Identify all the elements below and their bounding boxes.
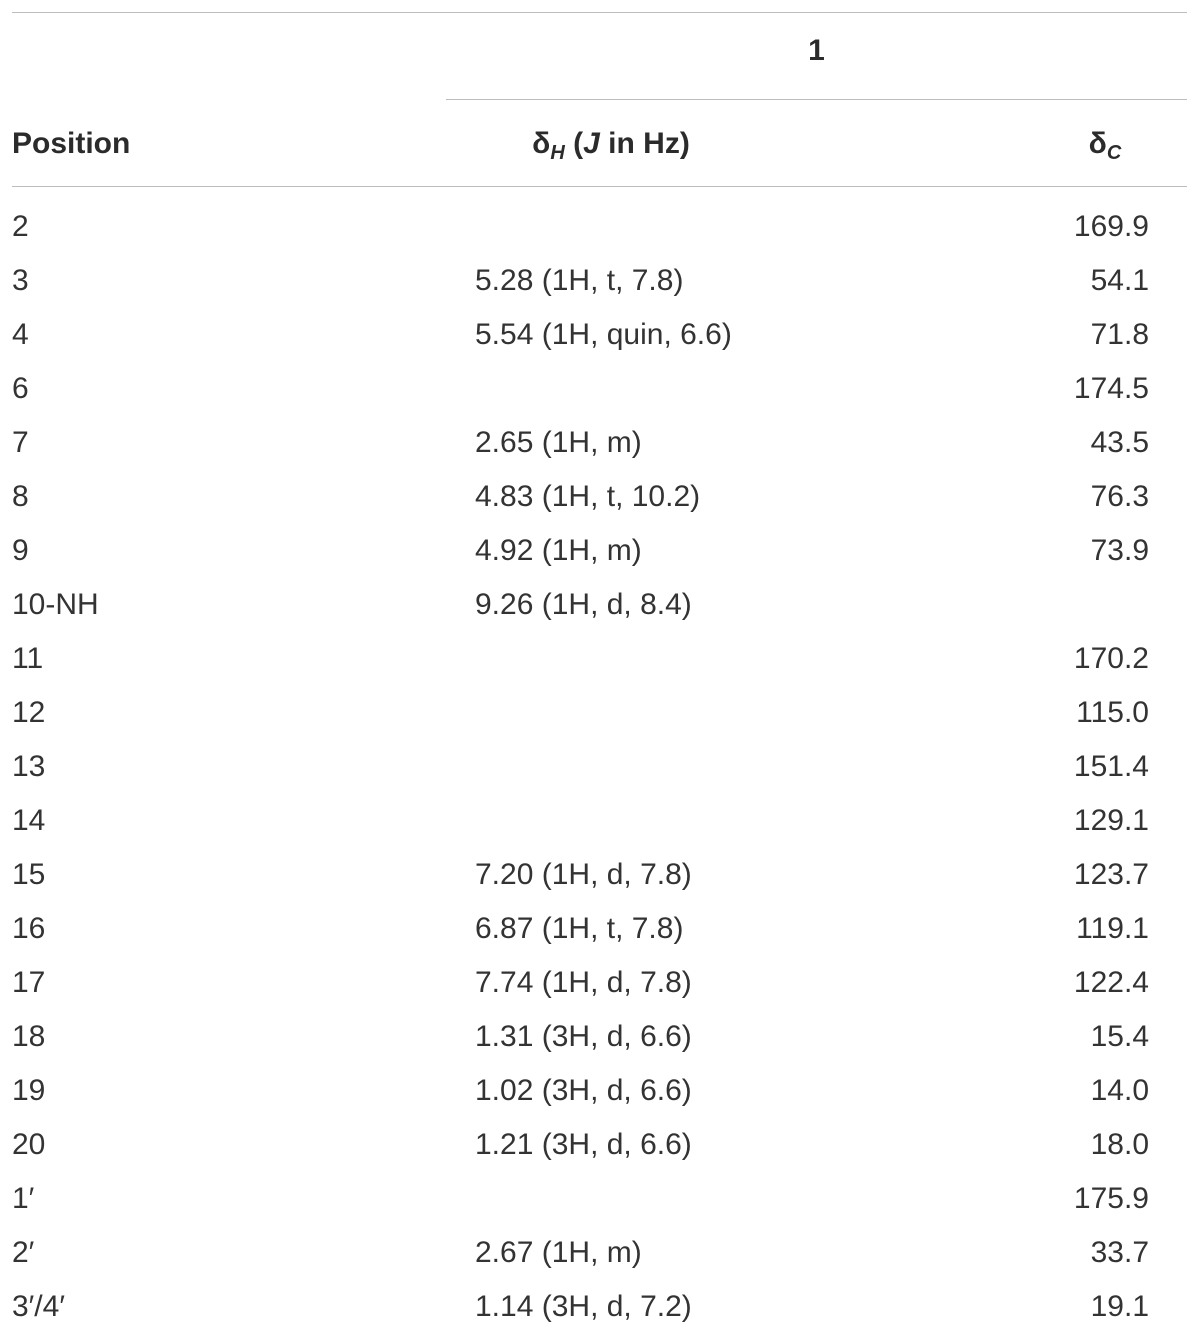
delta-h-cell: 4.83 (1H, t, 10.2): [475, 480, 701, 513]
delta-h-cell: 7.20 (1H, d, 7.8): [475, 858, 692, 891]
table-row: [0, 1172, 1200, 1226]
position-cell: 14: [12, 804, 46, 837]
delta-c-cell: 115.0: [1076, 696, 1149, 729]
delta-h-j-symbol: J: [583, 127, 600, 160]
delta-h-column-header: [446, 127, 776, 165]
delta-c-cell: 174.5: [1073, 372, 1149, 405]
position-cell: 2′: [12, 1236, 35, 1269]
delta-c-cell: 33.7: [1090, 1236, 1149, 1269]
delta-c-cell: 15.4: [1090, 1020, 1149, 1053]
delta-h-cell: 1.31 (3H, d, 6.6): [475, 1020, 692, 1053]
delta-c-cell: 129.1: [1073, 804, 1149, 837]
table-row: [0, 200, 1200, 254]
delta-c-column-header: [1030, 127, 1180, 165]
position-cell: 12: [12, 696, 46, 729]
position-column-header: Position: [12, 127, 131, 160]
delta-h-symbol: δ: [532, 127, 551, 160]
delta-h-cell: 9.26 (1H, d, 8.4): [475, 588, 692, 621]
table-row: [0, 1280, 1200, 1334]
position-cell: 18: [12, 1020, 46, 1053]
delta-c-cell: 14.0: [1090, 1074, 1149, 1107]
delta-h-subscript: H: [550, 142, 565, 164]
position-cell: 9: [12, 534, 29, 567]
position-cell: 2: [12, 210, 29, 243]
delta-c-cell: 73.9: [1090, 534, 1149, 567]
table-row: [0, 902, 1200, 956]
table-row: [0, 308, 1200, 362]
delta-c-cell: 123.7: [1073, 858, 1149, 891]
delta-c-cell: 175.9: [1073, 1182, 1149, 1215]
delta-c-cell: 76.3: [1090, 480, 1149, 513]
position-cell: 3′/4′: [12, 1290, 65, 1323]
position-cell: 19: [12, 1074, 46, 1107]
position-cell: 6: [12, 372, 29, 405]
position-cell: 8: [12, 480, 29, 513]
delta-h-unit-text: in Hz): [599, 127, 690, 160]
compound-group-header: 1: [808, 34, 825, 67]
delta-c-subscript: C: [1106, 142, 1122, 164]
delta-c-cell: 169.9: [1073, 210, 1149, 243]
delta-c-cell: 43.5: [1090, 426, 1149, 459]
delta-h-cell: 4.92 (1H, m): [475, 534, 642, 567]
delta-h-cell: 7.74 (1H, d, 7.8): [475, 966, 692, 999]
table-row: [0, 254, 1200, 308]
delta-h-cell: 2.65 (1H, m): [475, 426, 642, 459]
delta-c-cell: 54.1: [1090, 264, 1149, 297]
table-row: [0, 362, 1200, 416]
delta-h-cell: 1.14 (3H, d, 7.2): [475, 1290, 692, 1323]
table-row: [0, 416, 1200, 470]
delta-c-cell: 19.1: [1090, 1290, 1149, 1323]
position-cell: 13: [12, 750, 46, 783]
table-row: [0, 1010, 1200, 1064]
table-row: [0, 632, 1200, 686]
position-cell: 3: [12, 264, 29, 297]
table-row: [0, 578, 1200, 632]
header-bottom-rule: [12, 186, 1187, 187]
position-cell: 1′: [12, 1182, 35, 1215]
delta-c-symbol: δ: [1088, 127, 1107, 160]
position-cell: 10-NH: [12, 588, 99, 621]
table-row: [0, 740, 1200, 794]
delta-c-cell: 18.0: [1090, 1128, 1149, 1161]
delta-c-cell: 119.1: [1076, 912, 1149, 945]
table-row: [0, 1226, 1200, 1280]
delta-h-cell: 1.21 (3H, d, 6.6): [475, 1128, 692, 1161]
delta-c-cell: 122.4: [1073, 966, 1149, 999]
delta-h-open-paren: (: [564, 127, 584, 160]
delta-c-cell: 151.4: [1073, 750, 1149, 783]
table-row: [0, 1064, 1200, 1118]
delta-c-cell: 71.8: [1090, 318, 1149, 351]
table-row: [0, 848, 1200, 902]
delta-h-cell: 2.67 (1H, m): [475, 1236, 642, 1269]
table-row: [0, 1118, 1200, 1172]
table-row: [0, 794, 1200, 848]
delta-c-cell: 170.2: [1073, 642, 1149, 675]
position-cell: 16: [12, 912, 46, 945]
delta-h-cell: 1.02 (3H, d, 6.6): [475, 1074, 692, 1107]
position-cell: 4: [12, 318, 29, 351]
delta-h-cell: 5.28 (1H, t, 7.8): [475, 264, 684, 297]
table-row: [0, 470, 1200, 524]
position-cell: 20: [12, 1128, 46, 1161]
position-cell: 11: [12, 642, 44, 675]
delta-h-cell: 5.54 (1H, quin, 6.6): [475, 318, 732, 351]
position-cell: 7: [12, 426, 29, 459]
table-row: [0, 956, 1200, 1010]
position-cell: 15: [12, 858, 46, 891]
position-cell: 17: [12, 966, 46, 999]
delta-h-cell: 6.87 (1H, t, 7.8): [475, 912, 684, 945]
table-row: [0, 524, 1200, 578]
group-header-rule: [446, 99, 1187, 100]
table-row: [0, 686, 1200, 740]
table-top-rule: [12, 12, 1187, 13]
